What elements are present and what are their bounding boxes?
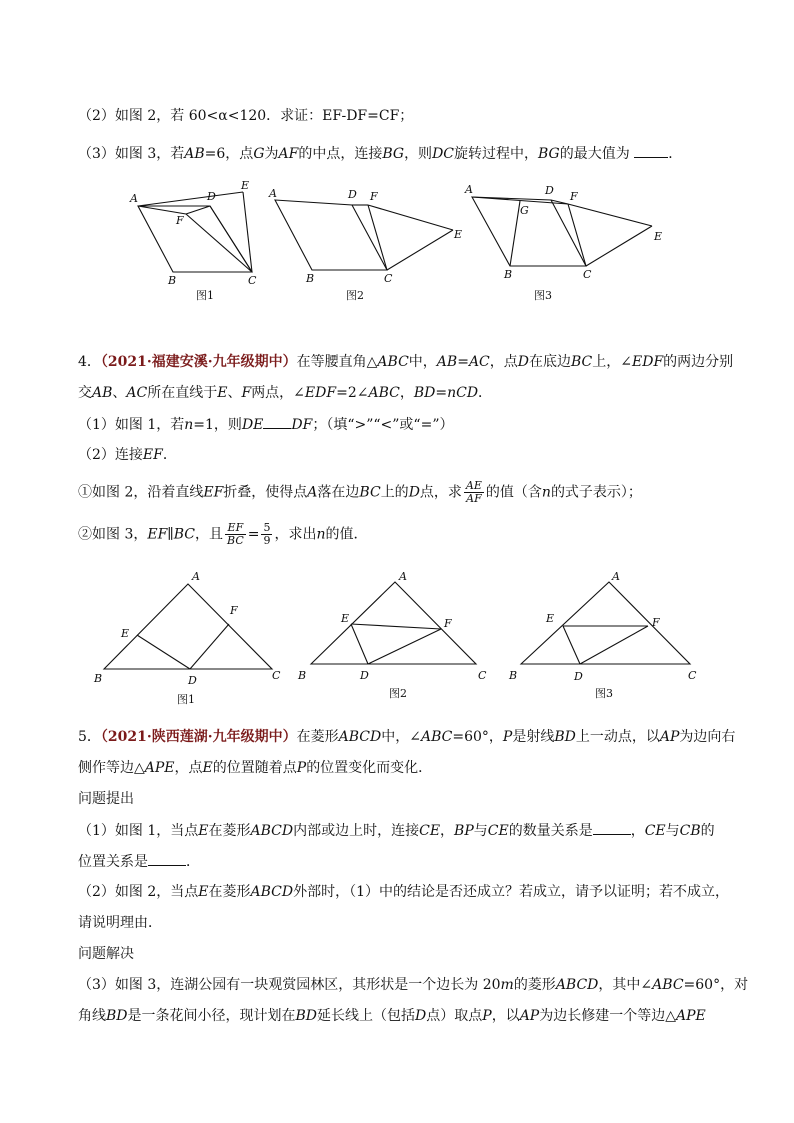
svg-text:E: E	[654, 230, 663, 243]
p5-line-1: 5．（2021·陕西莲湖·九年级期中）在菱形ABCD中，∠ABC=60°，P是射线BD上一动点，以AP为边向右	[78, 729, 736, 745]
p5-line-2: 侧作等边△APE，点E的位置随着点P的位置变化而变化．	[78, 760, 433, 776]
svg-text:E: E	[241, 179, 250, 192]
svg-text:C: C	[583, 268, 592, 281]
svg-text:B: B	[306, 272, 315, 285]
svg-text:A: A	[465, 183, 473, 196]
svg-text:D: D	[207, 190, 216, 203]
svg-text:B: B	[504, 268, 513, 281]
svg-text:E: E	[546, 612, 555, 625]
p4-source: （2021·福建安溪·九年级期中）	[100, 354, 297, 370]
svg-text:F: F	[370, 190, 378, 203]
answer-blank[interactable]	[263, 414, 291, 429]
svg-text:D: D	[360, 669, 369, 682]
answer-blank[interactable]	[593, 820, 631, 835]
svg-text:A: A	[269, 187, 277, 200]
svg-text:图2: 图2	[389, 687, 407, 700]
fraction-5-9: $\frac{5}{9}$	[263, 521, 271, 547]
svg-text:G: G	[520, 204, 529, 217]
svg-text:E: E	[341, 612, 350, 625]
svg-text:B: B	[168, 274, 177, 287]
p4-figure-3	[508, 570, 697, 700]
p5-heading-1: 问题提出	[78, 791, 134, 807]
svg-text:B: B	[509, 669, 518, 682]
p5-heading-2: 问题解决	[78, 946, 134, 962]
svg-text:图1: 图1	[177, 693, 195, 706]
p4-figures	[0, 566, 794, 716]
svg-text:F: F	[652, 616, 660, 629]
svg-text:D: D	[188, 674, 197, 687]
fraction-ef-bc: $\frac{EF}{BC}$	[227, 521, 244, 547]
answer-blank[interactable]	[634, 143, 668, 158]
svg-text:C: C	[478, 669, 487, 682]
p3-figure-3	[464, 183, 662, 302]
svg-text:D: D	[574, 670, 583, 683]
p5-line-5: （2）如图 2，当点E在菱形ABCD外部时，（1）中的结论是否还成立？若成立，请予以证明；若不成立，	[78, 884, 730, 900]
p5-line-8: 角线BD是一条花间小径，现计划在BD延长线上（包括D点）取点P，以AP为边长修建一个等边△APE	[78, 1008, 706, 1024]
svg-text:C: C	[248, 274, 257, 287]
p3-line-3: （3）如图 3，若AB=6，点G为AF的中点，连接BG，则DC旋转过程中，BG的最大值为 ．	[78, 143, 682, 164]
p4-figure-2	[297, 570, 487, 700]
p4-line-3: （1）如图 1，若n=1，则DE DF；（填“>”“<”或“=”）	[78, 414, 453, 435]
svg-text:D: D	[545, 184, 554, 197]
svg-text:F: F	[570, 190, 578, 203]
p3-line-2	[78, 106, 413, 126]
svg-text:C: C	[688, 669, 697, 682]
p4-line-1: 4．（2021·福建安溪·九年级期中）在等腰直角△ABC中，AB=AC，点D在底边BC上，∠EDF的两边分别	[78, 354, 734, 370]
answer-blank[interactable]	[148, 851, 186, 866]
svg-text:图3: 图3	[534, 289, 552, 302]
svg-text:F: F	[230, 604, 238, 617]
svg-text:F: F	[176, 214, 184, 227]
p5-source: （2021·陕西莲湖·九年级期中）	[100, 729, 297, 745]
p4-line-5: ①如图 2，沿着直线EF折叠，使得点A落在边BC上的D点，求 $\frac{AE}{AF}$ 的值（含n的式子表示）；	[78, 479, 642, 505]
p4-line-6: ②如图 3，EF∥BC，且 $\frac{EF}{BC}$ = $\frac{5}{9}$ ，求出n的值．	[78, 521, 368, 547]
svg-text:E: E	[121, 627, 130, 640]
p5-line-3: （1）如图 1，当点E在菱形ABCD内部或边上时，连接CE，BP与CE的数量关系是 ，CE与CB的	[78, 820, 715, 841]
svg-text:图3: 图3	[595, 687, 613, 700]
svg-text:F: F	[444, 617, 452, 630]
svg-text:A: A	[399, 570, 407, 583]
svg-text:图2: 图2	[346, 289, 364, 302]
svg-text:A: A	[192, 570, 200, 583]
p3-question-2: （2）如图 2，若 60<α<120．求证：EF-DF=CF；	[78, 108, 414, 124]
svg-text:C: C	[384, 272, 393, 285]
svg-text:A: A	[130, 192, 138, 205]
svg-text:E: E	[454, 228, 463, 241]
p5-line-7: （3）如图 3，连湖公园有一块观赏园林区，其形状是一个边长为 20m的菱形ABCD，其中∠ABC=60°，对	[78, 977, 749, 993]
p3-figures	[0, 178, 794, 378]
p5-line-4: 位置关系是 ．	[78, 851, 200, 872]
svg-text:D: D	[348, 188, 357, 201]
p4-figure-1	[93, 570, 281, 706]
svg-text:A: A	[612, 570, 620, 583]
svg-text:C: C	[272, 669, 281, 682]
svg-text:B: B	[298, 669, 307, 682]
svg-text:B: B	[94, 672, 103, 685]
p5-line-6: 请说明理由．	[78, 915, 162, 931]
svg-text:图1: 图1	[196, 289, 214, 302]
fraction-ae-af: $\frac{AE}{AF}$	[465, 479, 482, 505]
p4-line-4: （2）连接EF．	[78, 447, 177, 463]
p4-line-2: 交AB、AC所在直线于E、F两点，∠EDF=2∠ABC，BD=nCD．	[78, 385, 493, 401]
p3-figure-1	[129, 179, 257, 302]
p3-figure-2	[268, 187, 462, 302]
